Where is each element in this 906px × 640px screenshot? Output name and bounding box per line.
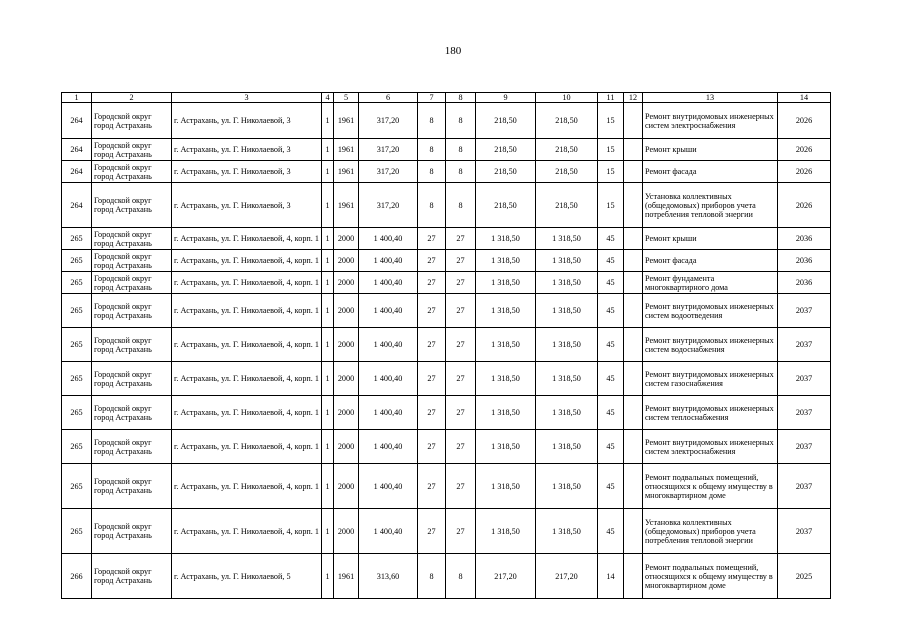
header-cell: 7	[418, 93, 446, 103]
header-cell: 8	[446, 93, 476, 103]
table-row	[62, 430, 831, 464]
cell-plan-year: 2026	[778, 161, 831, 183]
cell-year: 2000	[334, 250, 359, 272]
cell-municipality: Городской округ город Астрахань	[92, 328, 172, 362]
cell-municipality: Городской округ город Астрахань	[92, 250, 172, 272]
table-row	[62, 139, 831, 161]
cell-municipality: Городской округ город Астрахань	[92, 464, 172, 509]
cell-col4: 1	[322, 464, 334, 509]
cell-area: 1 400,40	[359, 509, 418, 554]
cell-col4: 1	[322, 509, 334, 554]
cell-col11: 45	[598, 464, 624, 509]
cell-address: г. Астрахань, ул. Г. Николаевой, 4, корп. 1	[172, 509, 322, 554]
cell-plan-year: 2037	[778, 396, 831, 430]
cell-col4: 1	[322, 139, 334, 161]
cell-col10: 218,50	[536, 103, 598, 139]
cell-col11: 45	[598, 328, 624, 362]
cell-col4: 1	[322, 103, 334, 139]
cell-municipality: Городской округ город Астрахань	[92, 161, 172, 183]
cell-plan-year: 2037	[778, 362, 831, 396]
header-cell: 2	[92, 93, 172, 103]
cell-col12	[624, 464, 643, 509]
cell-area: 317,20	[359, 139, 418, 161]
cell-plan-year: 2025	[778, 554, 831, 599]
cell-area: 317,20	[359, 183, 418, 228]
cell-col9: 1 318,50	[476, 430, 536, 464]
cell-col11: 15	[598, 139, 624, 161]
cell-area: 1 400,40	[359, 430, 418, 464]
cell-col10: 218,50	[536, 183, 598, 228]
cell-col9: 217,20	[476, 554, 536, 599]
cell-col7: 27	[418, 272, 446, 294]
cell-address: г. Астрахань, ул. Г. Николаевой, 3	[172, 103, 322, 139]
table-row	[62, 509, 831, 554]
cell-municipality: Городской округ город Астрахань	[92, 103, 172, 139]
cell-col11: 45	[598, 396, 624, 430]
cell-municipality: Городской округ город Астрахань	[92, 430, 172, 464]
cell-col12	[624, 183, 643, 228]
cell-address: г. Астрахань, ул. Г. Николаевой, 3	[172, 183, 322, 228]
cell-col9: 218,50	[476, 139, 536, 161]
cell-area: 317,20	[359, 103, 418, 139]
cell-work-type: Ремонт крыши	[643, 139, 778, 161]
cell-municipality: Городской округ город Астрахань	[92, 509, 172, 554]
cell-year: 1961	[334, 554, 359, 599]
cell-address: г. Астрахань, ул. Г. Николаевой, 4, корп. 1	[172, 294, 322, 328]
header-cell: 1	[62, 93, 92, 103]
cell-area: 1 400,40	[359, 250, 418, 272]
header-cell: 13	[643, 93, 778, 103]
cell-address: г. Астрахань, ул. Г. Николаевой, 4, корп. 1	[172, 228, 322, 250]
cell-col8: 8	[446, 183, 476, 228]
table-row	[62, 272, 831, 294]
cell-col12	[624, 228, 643, 250]
cell-number: 264	[62, 139, 92, 161]
cell-col4: 1	[322, 228, 334, 250]
cell-col7: 8	[418, 139, 446, 161]
cell-plan-year: 2037	[778, 464, 831, 509]
cell-number: 264	[62, 103, 92, 139]
cell-col7: 27	[418, 228, 446, 250]
cell-col11: 45	[598, 272, 624, 294]
cell-year: 2000	[334, 294, 359, 328]
cell-work-type: Установка коллективных (общедомовых) приборов учета потребления тепловой энергии	[643, 509, 778, 554]
cell-col10: 1 318,50	[536, 328, 598, 362]
table-row	[62, 362, 831, 396]
cell-number: 265	[62, 272, 92, 294]
cell-municipality: Городской округ город Астрахань	[92, 183, 172, 228]
cell-col7: 27	[418, 396, 446, 430]
cell-col10: 1 318,50	[536, 464, 598, 509]
cell-plan-year: 2036	[778, 228, 831, 250]
cell-col8: 27	[446, 362, 476, 396]
cell-area: 313,60	[359, 554, 418, 599]
table-row	[62, 228, 831, 250]
cell-col9: 1 318,50	[476, 509, 536, 554]
cell-municipality: Городской округ город Астрахань	[92, 139, 172, 161]
cell-col8: 8	[446, 103, 476, 139]
header-cell: 4	[322, 93, 334, 103]
cell-year: 2000	[334, 464, 359, 509]
cell-col10: 218,50	[536, 161, 598, 183]
cell-plan-year: 2037	[778, 509, 831, 554]
cell-year: 2000	[334, 509, 359, 554]
cell-work-type: Ремонт крыши	[643, 228, 778, 250]
cell-number: 265	[62, 294, 92, 328]
cell-col10: 1 318,50	[536, 294, 598, 328]
cell-col12	[624, 396, 643, 430]
cell-col8: 8	[446, 139, 476, 161]
cell-work-type: Ремонт внутридомовых инженерных систем теплоснабжения	[643, 396, 778, 430]
cell-number: 266	[62, 554, 92, 599]
cell-col4: 1	[322, 362, 334, 396]
cell-col8: 8	[446, 161, 476, 183]
cell-area: 317,20	[359, 161, 418, 183]
header-cell: 10	[536, 93, 598, 103]
cell-area: 1 400,40	[359, 396, 418, 430]
cell-col8: 8	[446, 554, 476, 599]
cell-col8: 27	[446, 294, 476, 328]
cell-col10: 1 318,50	[536, 250, 598, 272]
cell-area: 1 400,40	[359, 272, 418, 294]
cell-municipality: Городской округ город Астрахань	[92, 362, 172, 396]
header-cell: 3	[172, 93, 322, 103]
cell-work-type: Ремонт фасада	[643, 250, 778, 272]
header-cell: 14	[778, 93, 831, 103]
cell-col7: 8	[418, 554, 446, 599]
cell-work-type: Ремонт внутридомовых инженерных систем водоснабжения	[643, 328, 778, 362]
cell-col9: 1 318,50	[476, 272, 536, 294]
cell-plan-year: 2026	[778, 183, 831, 228]
table-row	[62, 328, 831, 362]
cell-col12	[624, 554, 643, 599]
cell-col11: 14	[598, 554, 624, 599]
cell-plan-year: 2037	[778, 430, 831, 464]
cell-col7: 8	[418, 183, 446, 228]
cell-col12	[624, 161, 643, 183]
cell-work-type: Ремонт внутридомовых инженерных систем электроснабжения	[643, 103, 778, 139]
cell-col12	[624, 139, 643, 161]
table-row	[62, 554, 831, 599]
cell-col9: 218,50	[476, 161, 536, 183]
cell-number: 265	[62, 250, 92, 272]
cell-address: г. Астрахань, ул. Г. Николаевой, 3	[172, 161, 322, 183]
cell-year: 1961	[334, 161, 359, 183]
cell-col12	[624, 250, 643, 272]
cell-col8: 27	[446, 464, 476, 509]
cell-col7: 27	[418, 250, 446, 272]
cell-col4: 1	[322, 294, 334, 328]
cell-col12	[624, 272, 643, 294]
page-number: 180	[444, 45, 462, 57]
table-row	[62, 161, 831, 183]
cell-number: 264	[62, 161, 92, 183]
cell-col4: 1	[322, 183, 334, 228]
cell-year: 2000	[334, 272, 359, 294]
cell-col7: 27	[418, 464, 446, 509]
cell-plan-year: 2026	[778, 139, 831, 161]
cell-col10: 1 318,50	[536, 228, 598, 250]
cell-year: 2000	[334, 228, 359, 250]
cell-col4: 1	[322, 430, 334, 464]
cell-col9: 218,50	[476, 183, 536, 228]
cell-work-type: Ремонт подвальных помещений, относящихся к общему имуществу в многоквартирном доме	[643, 554, 778, 599]
cell-address: г. Астрахань, ул. Г. Николаевой, 4, корп. 1	[172, 328, 322, 362]
cell-col12	[624, 294, 643, 328]
cell-work-type: Ремонт подвальных помещений, относящихся к общему имуществу в многоквартирном доме	[643, 464, 778, 509]
cell-col9: 1 318,50	[476, 464, 536, 509]
cell-col9: 218,50	[476, 103, 536, 139]
cell-col11: 45	[598, 430, 624, 464]
table-row	[62, 396, 831, 430]
cell-area: 1 400,40	[359, 328, 418, 362]
cell-area: 1 400,40	[359, 362, 418, 396]
cell-number: 264	[62, 183, 92, 228]
cell-col11: 15	[598, 183, 624, 228]
cell-col7: 8	[418, 103, 446, 139]
cell-year: 2000	[334, 430, 359, 464]
cell-col7: 27	[418, 509, 446, 554]
cell-col4: 1	[322, 554, 334, 599]
cell-work-type: Ремонт внутридомовых инженерных систем газоснабжения	[643, 362, 778, 396]
cell-work-type: Ремонт внутридомовых инженерных систем водоотведения	[643, 294, 778, 328]
cell-address: г. Астрахань, ул. Г. Николаевой, 4, корп. 1	[172, 272, 322, 294]
cell-address: г. Астрахань, ул. Г. Николаевой, 4, корп. 1	[172, 396, 322, 430]
cell-address: г. Астрахань, ул. Г. Николаевой, 4, корп. 1	[172, 362, 322, 396]
cell-col4: 1	[322, 396, 334, 430]
cell-plan-year: 2026	[778, 103, 831, 139]
cell-municipality: Городской округ город Астрахань	[92, 396, 172, 430]
cell-col4: 1	[322, 250, 334, 272]
cell-col10: 1 318,50	[536, 362, 598, 396]
cell-col10: 1 318,50	[536, 509, 598, 554]
cell-plan-year: 2037	[778, 328, 831, 362]
cell-col8: 27	[446, 328, 476, 362]
cell-year: 2000	[334, 362, 359, 396]
cell-col12	[624, 430, 643, 464]
cell-plan-year: 2037	[778, 294, 831, 328]
cell-plan-year: 2036	[778, 272, 831, 294]
cell-col11: 45	[598, 509, 624, 554]
cell-year: 2000	[334, 328, 359, 362]
cell-col4: 1	[322, 272, 334, 294]
cell-work-type: Установка коллективных (общедомовых) приборов учета потребления тепловой энергии	[643, 183, 778, 228]
cell-col7: 27	[418, 328, 446, 362]
cell-col8: 27	[446, 272, 476, 294]
cell-col9: 1 318,50	[476, 228, 536, 250]
cell-work-type: Ремонт фасада	[643, 161, 778, 183]
cell-area: 1 400,40	[359, 228, 418, 250]
cell-municipality: Городской округ город Астрахань	[92, 554, 172, 599]
housing-repair-table	[61, 92, 831, 599]
cell-year: 1961	[334, 183, 359, 228]
cell-col9: 1 318,50	[476, 294, 536, 328]
cell-plan-year: 2036	[778, 250, 831, 272]
cell-number: 265	[62, 509, 92, 554]
cell-address: г. Астрахань, ул. Г. Николаевой, 4, корп. 1	[172, 250, 322, 272]
cell-number: 265	[62, 396, 92, 430]
cell-col7: 27	[418, 430, 446, 464]
header-cell: 6	[359, 93, 418, 103]
cell-number: 265	[62, 464, 92, 509]
cell-number: 265	[62, 328, 92, 362]
cell-year: 2000	[334, 396, 359, 430]
table-row	[62, 464, 831, 509]
cell-work-type: Ремонт внутридомовых инженерных систем электроснабжения	[643, 430, 778, 464]
cell-col8: 27	[446, 228, 476, 250]
cell-col8: 27	[446, 396, 476, 430]
cell-col8: 27	[446, 430, 476, 464]
cell-col11: 45	[598, 362, 624, 396]
cell-address: г. Астрахань, ул. Г. Николаевой, 4, корп. 1	[172, 430, 322, 464]
cell-work-type: Ремонт фундамента многоквартирного дома	[643, 272, 778, 294]
cell-area: 1 400,40	[359, 294, 418, 328]
cell-address: г. Астрахань, ул. Г. Николаевой, 5	[172, 554, 322, 599]
cell-col7: 27	[418, 294, 446, 328]
header-cell: 9	[476, 93, 536, 103]
cell-address: г. Астрахань, ул. Г. Николаевой, 3	[172, 139, 322, 161]
cell-col9: 1 318,50	[476, 250, 536, 272]
cell-year: 1961	[334, 103, 359, 139]
cell-col12	[624, 328, 643, 362]
table-row	[62, 183, 831, 228]
cell-col7: 27	[418, 362, 446, 396]
cell-col10: 1 318,50	[536, 430, 598, 464]
cell-col12	[624, 509, 643, 554]
cell-col11: 15	[598, 103, 624, 139]
cell-col8: 27	[446, 509, 476, 554]
cell-col4: 1	[322, 161, 334, 183]
cell-year: 1961	[334, 139, 359, 161]
header-cell: 5	[334, 93, 359, 103]
cell-col12	[624, 362, 643, 396]
cell-number: 265	[62, 228, 92, 250]
cell-col10: 1 318,50	[536, 272, 598, 294]
cell-col10: 217,20	[536, 554, 598, 599]
cell-col4: 1	[322, 328, 334, 362]
cell-number: 265	[62, 362, 92, 396]
table-body	[62, 93, 831, 599]
header-cell: 11	[598, 93, 624, 103]
cell-col11: 45	[598, 250, 624, 272]
table-row	[62, 294, 831, 328]
cell-col12	[624, 103, 643, 139]
header-cell: 12	[624, 93, 643, 103]
header-row	[62, 93, 831, 103]
cell-col7: 8	[418, 161, 446, 183]
cell-municipality: Городской округ город Астрахань	[92, 272, 172, 294]
cell-number: 265	[62, 430, 92, 464]
cell-municipality: Городской округ город Астрахань	[92, 228, 172, 250]
cell-municipality: Городской округ город Астрахань	[92, 294, 172, 328]
cell-col10: 218,50	[536, 139, 598, 161]
table-row	[62, 250, 831, 272]
cell-col8: 27	[446, 250, 476, 272]
cell-col11: 45	[598, 294, 624, 328]
cell-col11: 45	[598, 228, 624, 250]
cell-col10: 1 318,50	[536, 396, 598, 430]
cell-col9: 1 318,50	[476, 396, 536, 430]
cell-col9: 1 318,50	[476, 328, 536, 362]
cell-area: 1 400,40	[359, 464, 418, 509]
cell-col11: 15	[598, 161, 624, 183]
cell-address: г. Астрахань, ул. Г. Николаевой, 4, корп. 1	[172, 464, 322, 509]
cell-col9: 1 318,50	[476, 362, 536, 396]
table-row	[62, 103, 831, 139]
